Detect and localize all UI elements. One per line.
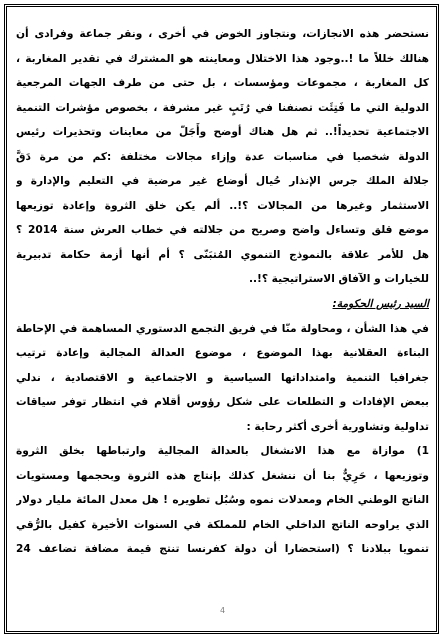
text-line: 1) موازاة مع هذا الانشغال بالعدالة المجالية وارتباطها بخلق الثروة: [16, 445, 429, 458]
page-number: 4: [219, 606, 226, 615]
text-line: الدولة شخصيا في مناسبات عدة وإزاء مجالات مختلفة :كم من مرة دَقَّ: [16, 150, 429, 163]
text-line: الاستثمار وغيرها من المجالات ؟!.. ألم يكن خلق الثروة وإعادة توزيعها: [16, 199, 429, 212]
text-line: كل المغاربة ، مجموعات ومؤسسات ، بل حتى من طرف الجهات المرجعية: [16, 77, 429, 90]
text-line: جلالة الملك جرس الإنذار حُيال أوضاع غير مرضية في التعليم والإدارة و: [16, 175, 429, 188]
text-line: تنمويا ببلادنا ؟ (استحضارا أن دولة كفرنسا تنتج قيمة مضافة تضاعف 24: [16, 543, 429, 556]
text-line: الاجتماعية تحديداً!.. ثم هل هناك أوضح وأَجَلّ من معاينات وتحذيرات رئيس: [16, 126, 429, 139]
section-heading: السيد رئيس الحكومة:: [332, 298, 429, 311]
text-line: في هذا الشأن ، ومحاولة منّا في فريق التجمع الدستوري المساهمة في الإحاطة: [16, 322, 429, 335]
text-line: الدولية التي ما فَتِئَت تصنفنا في رُتَبٍ غير مشرفة ، بخصوص مؤشرات التنمية: [16, 101, 429, 114]
numbered-paragraph: [16, 439, 429, 562]
text-line: هنالك خللاً ما !..وجود هذا الاختلال ومعاينته هو المشترك في تقدير المغاربة ،: [16, 52, 429, 65]
text-line: جغرافيا التنمية وامتداداتها السياسية و الاجتماعية و الاقتصادية ، ندلي: [16, 371, 429, 384]
text-line: نستحضر هذه الانجازات، ونتجاوز الخوض في أخرى ، ونقر جماعة وفرادى أن: [16, 28, 429, 40]
text-line: الذي يراوحه الناتج الداخلي الخام للمملكة في السنوات الأخيرة كفيل بالرُّقي: [16, 518, 429, 531]
text-line: ببعض الإفادات و التطلعات على شكل رؤوس أقلام في انتظار توفر سياقات: [16, 396, 429, 409]
paragraph: [16, 22, 429, 292]
text-line: هل للأمر علاقة بالنموذج التنموي المُتبَنّى ؟ أم أنها أزمة حكامة تدبيرية: [16, 248, 429, 261]
text-line: الناتج الوطني الخام ومعدلات نموه وسُبُل تطويره ! هل معدل المائة مليار دولار: [16, 494, 429, 507]
document-body: [16, 22, 429, 562]
text-line: تداولية وتشاورية أخرى أكثر رحابة :: [246, 420, 429, 433]
text-line: موضع قلق وتساءل واضح وصريح من جلالته في خطاب العرش سنة 2014 ؟: [16, 224, 429, 237]
text-line: البناءة العقلانية بهذا الموضوع ، موضوع العدالة المجالية وإعادة ترتيب: [16, 347, 429, 360]
text-line: للخيارات و الآفاق الاستراتيجية ؟!..: [248, 273, 429, 286]
text-line: وتوزيعها ، حَرِيٌّ بنا أن ننشغل كذلك بإنتاج هذه الثروة وبحجمها ومستويات: [16, 469, 429, 482]
paragraph: [16, 317, 429, 440]
